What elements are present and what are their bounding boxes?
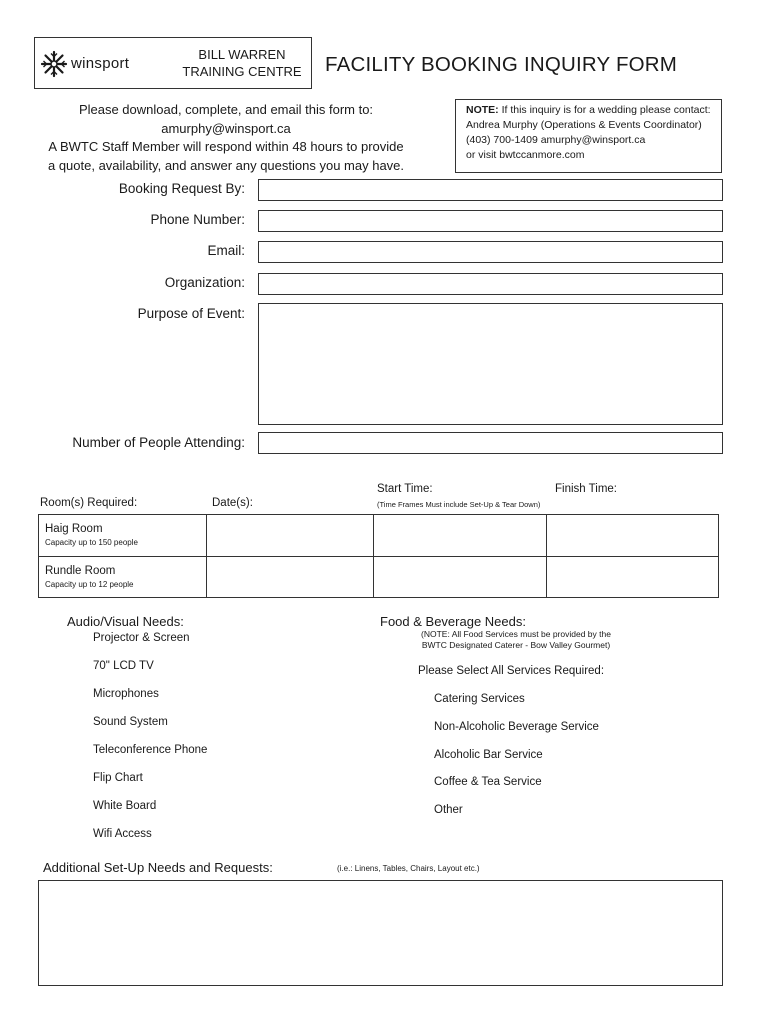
food-select-prompt: Please Select All Services Required: <box>418 665 605 677</box>
av-option[interactable]: Microphones <box>93 688 159 700</box>
food-note-line: BWTC Designated Caterer - Bow Valley Gourmet) <box>421 640 611 650</box>
centre-name-line1: BILL WARREN <box>198 47 286 62</box>
start-time-header: Start Time: <box>377 483 433 495</box>
food-option[interactable]: Alcoholic Bar Service <box>434 749 543 761</box>
food-option[interactable]: Coffee & Tea Service <box>434 776 542 788</box>
rooms-header: Room(s) Required: <box>40 497 138 509</box>
centre-name-line2: TRAINING CENTRE <box>182 64 302 79</box>
wedding-note-box <box>455 99 722 173</box>
food-option[interactable]: Catering Services <box>434 693 525 705</box>
logo-box <box>34 37 312 89</box>
time-frame-note: (Time Frames Must include Set-Up & Tear Down) <box>377 500 541 509</box>
purpose-label: Purpose of Event: <box>137 306 245 321</box>
instructions-line: A BWTC Staff Member will respond within 48 hours to provide <box>48 139 404 154</box>
organization-field[interactable] <box>258 273 723 295</box>
table-row <box>39 557 718 598</box>
additional-needs-field[interactable] <box>38 880 723 986</box>
food-heading: Food & Beverage Needs: <box>380 614 526 629</box>
av-heading: Audio/Visual Needs: <box>67 614 184 629</box>
organization-label: Organization: <box>164 275 245 290</box>
additional-hint: (i.e.: Linens, Tables, Chairs, Layout etc.) <box>337 864 480 873</box>
av-option[interactable]: Teleconference Phone <box>93 744 208 756</box>
av-option[interactable]: 70" LCD TV <box>93 660 154 672</box>
av-option[interactable]: Sound System <box>93 716 168 728</box>
date-cell[interactable] <box>207 557 374 598</box>
start-time-cell[interactable] <box>374 515 547 556</box>
food-note <box>380 629 652 651</box>
instructions <box>36 101 416 175</box>
av-option[interactable]: White Board <box>93 800 157 812</box>
note-text: If this inquiry is for a wedding please contact: <box>501 104 711 116</box>
instructions-line: Please download, complete, and email this form to: <box>78 102 374 117</box>
finish-time-cell[interactable] <box>547 515 718 556</box>
note-contact-line: Andrea Murphy (Operations & Events Coordinator) <box>466 119 702 131</box>
room-name: Rundle Room <box>45 565 116 577</box>
attendees-field[interactable] <box>258 432 723 454</box>
room-capacity: Capacity up to 12 people <box>45 580 134 589</box>
room-name: Haig Room <box>45 523 103 535</box>
room-cell[interactable] <box>39 557 207 598</box>
room-cell[interactable] <box>39 515 207 556</box>
centre-name <box>175 46 309 80</box>
table-row <box>39 515 718 557</box>
av-option[interactable]: Projector & Screen <box>93 632 190 644</box>
instructions-line: a quote, availability, and answer any questions you may have. <box>47 157 405 173</box>
email-label: Email: <box>207 243 245 258</box>
form-title: FACILITY BOOKING INQUIRY FORM <box>325 53 678 76</box>
food-option[interactable]: Non-Alcoholic Beverage Service <box>434 721 599 733</box>
food-option[interactable]: Other <box>434 804 463 816</box>
note-label: NOTE: <box>466 104 499 116</box>
phone-number-label: Phone Number: <box>150 212 245 227</box>
booking-request-field[interactable] <box>258 179 723 201</box>
rooms-table <box>38 514 719 598</box>
finish-time-cell[interactable] <box>547 557 718 598</box>
purpose-field[interactable] <box>258 303 723 425</box>
av-option[interactable]: Wifi Access <box>93 828 152 840</box>
room-capacity: Capacity up to 150 people <box>45 538 138 547</box>
finish-time-header: Finish Time: <box>555 483 617 495</box>
attendees-label: Number of People Attending: <box>72 435 245 450</box>
dates-header: Date(s): <box>212 497 253 509</box>
email-field[interactable] <box>258 241 723 263</box>
av-option[interactable]: Flip Chart <box>93 772 143 784</box>
instructions-email: amurphy@winsport.ca <box>161 120 291 136</box>
note-contact-line: (403) 700-1409 amurphy@winsport.ca <box>466 134 646 146</box>
date-cell[interactable] <box>207 515 374 556</box>
food-note-line: (NOTE: All Food Services must be provided by the <box>421 629 611 639</box>
logo-text: winsport <box>71 55 130 72</box>
phone-number-field[interactable] <box>258 210 723 232</box>
start-time-cell[interactable] <box>374 557 547 598</box>
snowflake-logo-icon <box>40 50 68 78</box>
additional-label: Additional Set-Up Needs and Requests: <box>43 860 273 875</box>
booking-request-label: Booking Request By: <box>118 181 245 196</box>
note-contact-line: or visit bwtccanmore.com <box>466 149 585 161</box>
